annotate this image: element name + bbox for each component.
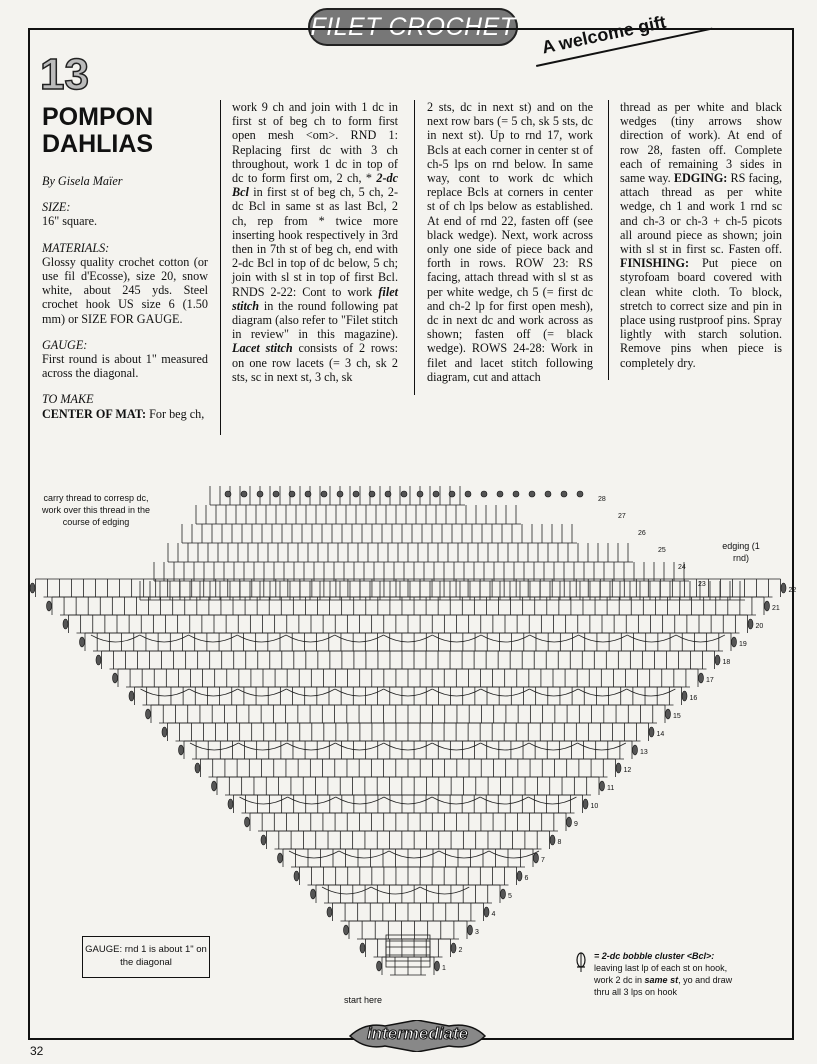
bobble-cluster [715,655,720,665]
bobble-cluster [699,673,704,683]
section-title: FILET CROCHET [310,13,516,41]
lacet-arc [240,797,288,804]
lacet-arc [578,689,627,696]
row-number: 16 [689,695,698,702]
lacet-arc [389,851,439,858]
edging-picot [417,491,423,497]
edging-picot [225,491,231,497]
col2-text-1: work 9 ch and join with 1 dc in first st of beg ch to form first open mesh <om>. RND 1: Replacing first dc with 3 ch throughout, work 1 dc in top of dc to form first om, 2 ch, * [232,100,398,186]
row-number: 15 [673,713,681,720]
gauge-heading: GAUGE: [42,337,88,352]
tagline: A welcome gift [540,11,668,58]
bcl-term: 2-dc Bcl [232,171,399,200]
pattern-number: 13 [40,50,89,99]
lacet-arc [286,635,335,642]
edging-picot [561,491,567,497]
row-number: 26 [638,530,646,537]
bobble-cluster [146,709,151,719]
row-number: 27 [618,513,626,520]
bobble-cluster [179,745,184,755]
lacet-arc [676,635,725,642]
lacet-arc [384,743,432,750]
bobble-cluster [228,799,233,809]
bobble-cluster [633,745,638,755]
edging-picot [481,491,487,497]
bobble-cluster [616,763,621,773]
row-number: 9 [574,821,578,828]
row-number: 23 [698,581,706,588]
lacet-arc [286,689,335,696]
center-text: For beg ch, [149,406,205,421]
lacet-arc [481,743,529,750]
lacet-arc [384,689,433,696]
bobble-cluster [212,781,217,791]
lacet-arc [237,635,286,642]
title-line-2: DAHLIAS [42,130,154,158]
lacet-arc [481,635,530,642]
bobble-cluster [30,583,35,593]
col2-text-3: in the round following pat diagram (also refer to "Filet stitch in review" in this magazine). [232,298,398,342]
legend-same-st: same st [644,975,679,985]
row-number: 21 [772,605,780,612]
lacet-arc [190,743,238,750]
title-line-1: POMPON [42,103,154,131]
edging-picot [465,491,471,497]
edging-picot [289,491,295,497]
edging-picot [401,491,407,497]
row-number: 5 [508,893,512,900]
edging-picot [449,491,455,497]
lacet-term: Lacet stitch [232,341,293,356]
bobble-cluster [517,871,522,881]
lacet-arc [339,851,389,858]
row-number: 7 [541,857,545,864]
edging-picot [241,491,247,497]
lacet-arc [335,635,384,642]
row-number: 12 [623,767,632,774]
bobble-cluster [666,709,671,719]
bobble-cluster [583,799,588,809]
materials-text: Glossy quality crochet cotton (or use fil d'Ecosse), size 20, snow white, about 245 yds. Steel crochet hook US size 6 (1.50 mm) or SIZE FOR GAUGE. [42,254,208,326]
size-text: 16" square. [42,214,98,229]
lacet-arc [432,635,481,642]
carry-thread-note: carry thread to corresp dc, work over this thread in the course of edging [41,493,151,527]
row-number: 20 [755,623,764,630]
bobble-cluster [113,673,118,683]
edging-picot [433,491,439,497]
page-number: 32 [30,1044,44,1058]
row-number: 4 [491,911,496,918]
row-number: 17 [706,677,714,684]
chart-grid [36,486,781,975]
bobble-cluster-icon [574,952,588,974]
bobble-cluster [468,925,473,935]
edging-label: edging (1 rnd) [722,541,760,563]
bobble-cluster [261,835,266,845]
row-number: 24 [678,564,686,571]
gauge-text: First round is about 1" measured across the diagonal. [42,352,208,381]
bobble-cluster [567,817,572,827]
legend [594,950,744,998]
col4-text-1: thread as per white and black wedges (tiny arrows show direction of work). At end of row 28, fasten off. Complete each of remaining 3 sides in same way. [620,100,782,186]
lacet-arc [384,635,433,642]
edging-picot [337,491,343,497]
lacet-arc [322,887,371,894]
materials-heading: MATERIALS: [42,240,110,255]
edging-picot [321,491,327,497]
lacet-arc [140,635,189,642]
gauge-note-box: GAUGE: rnd 1 is about 1" on the diagonal [82,936,210,978]
edging-picot [577,491,583,497]
edging-picot [273,491,279,497]
lacet-arc [238,743,286,750]
bobble-cluster [550,835,555,845]
to-make-heading: TO MAKE [42,392,94,407]
level-badge-text: intermediate [366,1024,469,1043]
lacet-arc [91,635,140,642]
bobble-cluster [162,727,167,737]
bobble-cluster [245,817,250,827]
lacet-arc [627,635,676,642]
row-number: 25 [658,547,666,554]
lacet-arc [335,743,383,750]
lacet-arc [579,635,628,642]
bobble-cluster [484,907,489,917]
bobble-cluster [732,637,737,647]
lacet-arc [529,689,578,696]
lacet-arc [287,743,335,750]
edging-picot [497,491,503,497]
bobble-cluster [360,943,365,953]
edging-picot [529,491,535,497]
bobble-cluster [682,691,687,701]
col2-text-4: consists of 2 rows: on one row lacets (= 3 ch, sk 2 sts, sc in next st, 3 ch, sk [232,341,398,384]
row-number: 6 [524,875,529,882]
bobble-cluster [327,907,332,917]
legend-text-2: , yo and draw thru all 3 lps on hook [594,975,733,997]
edging-heading: EDGING: [673,171,728,186]
bobble-cluster [534,853,539,863]
edging-picot [513,491,519,497]
bobble-cluster [129,691,134,701]
row-number: 8 [557,839,562,846]
lacet-arc [530,635,579,642]
row-number: 11 [607,785,615,792]
row-number: 28 [598,496,606,503]
lacet-arc [384,797,432,804]
row-number: 14 [656,731,665,738]
edging-picot [353,491,359,497]
lacet-arc [489,851,539,858]
lacet-arc [529,743,577,750]
bobble-cluster [311,889,316,899]
lacet-arc [289,851,339,858]
row-number: 13 [640,749,648,756]
bobble-cluster [600,781,605,791]
lacet-arc [336,797,384,804]
col3-text: 2 sts, dc in next st) and on the next row bars (= 5 ch, sk 5 sts, dc in next st). Up to rnd 17, work Bcls at each corner in center st of ch-5 lps on rnd below. In same way, cont to work dc which replace Bcls at corners in center st of ch lps below as established. At end of rnd 22, fasten off (see black wedge). Next, work across only one side of piece back and forth in rows. ROW 23: RS facing, attach thread with sl st as per white wedge, ch 5 (= first dc and ch-2 lp for first open mesh), dc in next dc and work across as shown; fasten off (= black wedge). ROWS 24-28: Work in filet and lacet stitch following diagram, cut and attach [427,100,593,384]
lacet-arc [335,689,384,696]
byline: By Gisela Maïer [42,174,123,188]
lacet-arc [481,689,530,696]
bobble-cluster [80,637,85,647]
legend-text-1: leaving last lp of each st on hook, work 2 dc in [594,963,728,985]
row-number: 1 [442,965,446,972]
edging-picot [385,491,391,497]
bobble-cluster [435,961,440,971]
row-number: 3 [475,929,479,936]
edging-picot [369,491,375,497]
center-heading: CENTER OF MAT: [42,406,147,421]
lacet-arc [432,797,480,804]
lacet-arc [528,797,576,804]
row-number: 10 [590,803,599,810]
lacet-arc [420,887,469,894]
start-mesh [386,935,430,955]
lacet-arc [627,689,676,696]
bobble-cluster [63,619,68,629]
bobble-cluster [195,763,200,773]
edging-picot [545,491,551,497]
legend-term: = 2-dc bobble cluster <Bcl>: [594,951,715,961]
lacet-arc [189,689,238,696]
lacet-arc [288,797,336,804]
lacet-arc [371,887,420,894]
finishing-heading: FINISHING: [620,256,690,271]
bobble-cluster [294,871,299,881]
lacet-arc [432,689,481,696]
bobble-cluster [377,961,382,971]
row-number: 22 [788,587,797,594]
finishing-text: Put piece on styrofoam board covered with clean white cloth. To block, stretch to correct size and pin in place using rustproof pins. Spray lightly with starch solution. Remove pins when piece is completely dry. [620,256,782,370]
lacet-arc [577,743,625,750]
row-number: 18 [722,659,731,666]
lacet-arc [189,635,238,642]
bobble-cluster [278,853,283,863]
lacet-arc [480,797,528,804]
row-number: 19 [739,641,747,648]
col2-text-2: in first st of beg ch, 5 ch, 2-dc Bcl in same st as last Bcl, 2 ch, rep from * twice more inserting hook respectively in 3rd then in 7th st of beg ch, end with 2-dc Bcl in top of dc below, 5 ch; join with sl st in top of first Bcl. RNDS 2-22: Cont to work [232,185,399,299]
bobble-cluster [96,655,101,665]
size-heading: SIZE: [42,200,71,215]
lacet-arc [238,689,287,696]
start-here-label: start here [344,995,383,1005]
bobble-cluster [748,619,753,629]
edging-picot [257,491,263,497]
edging-text: RS facing, attach thread as per white wedge, ch 1 and work 1 rnd sc and ch-3 or ch-3 + ch-5 picots all around piece as shown; join with sl st in first sc. Fasten off. [620,171,783,257]
lacet-arc [439,851,489,858]
lacet-arc [141,689,190,696]
bobble-cluster [501,889,506,899]
lacet-arc [432,743,480,750]
bobble-cluster [47,601,52,611]
bobble-cluster [344,925,349,935]
bobble-cluster [781,583,786,593]
bobble-cluster [765,601,770,611]
filet-term: filet stitch [232,284,399,313]
row-number: 2 [458,947,463,954]
bobble-cluster [451,943,456,953]
edging-picot [305,491,311,497]
bobble-cluster [649,727,654,737]
